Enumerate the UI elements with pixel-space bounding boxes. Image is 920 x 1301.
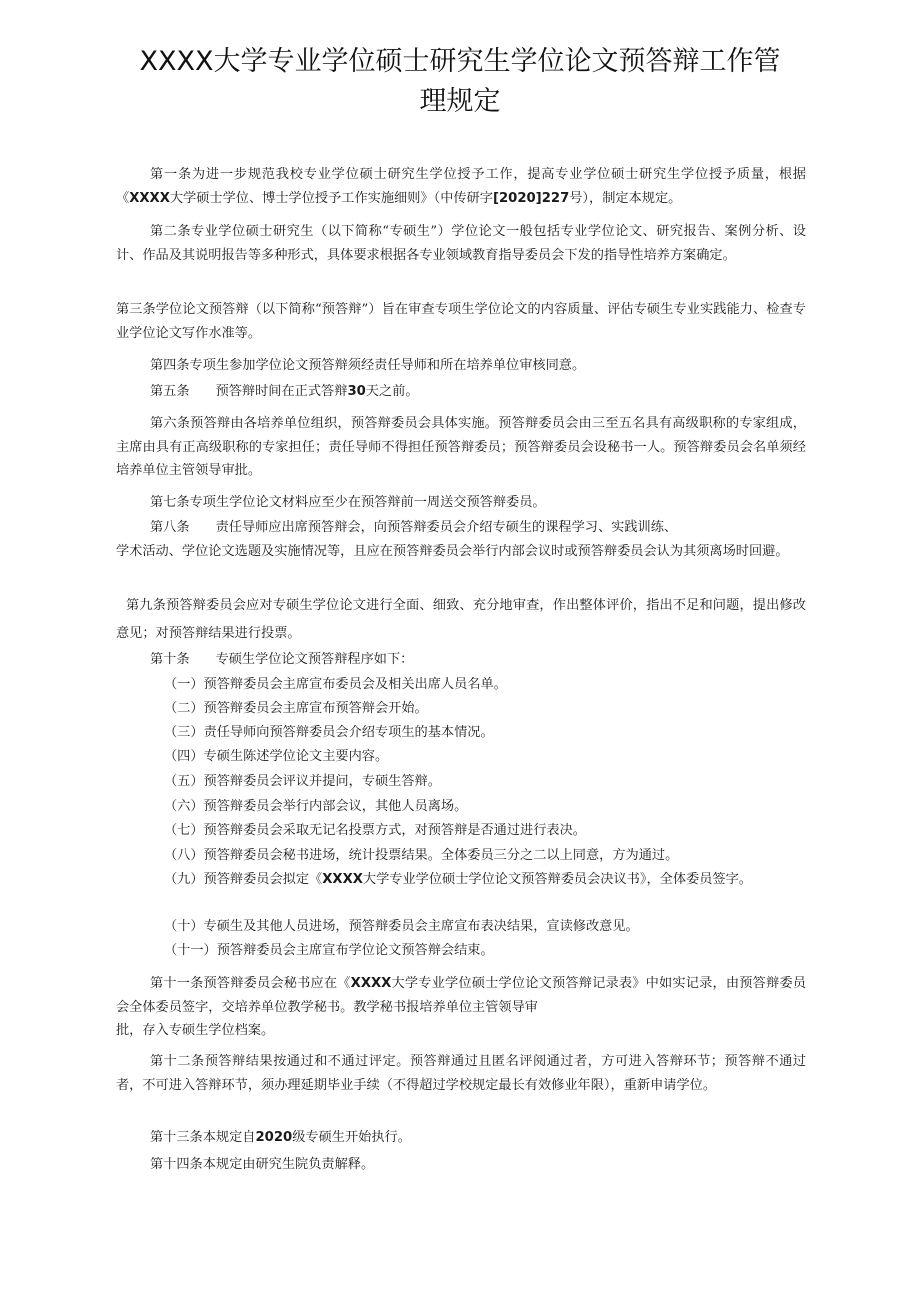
article-1-text-c: 号），制定本规定。 (569, 190, 682, 206)
article-8-line-1 (116, 516, 806, 540)
article-3: 第三条学位论文预答辩（以下简称“预答辩”）旨在审查专项生学位论文的内容质量、评估专硕生专业实践能力、检查专业学位论文写作水准等。 (116, 302, 806, 341)
procedure-step-5: （五）预答辩委员会评议并提问，专硕生答辩。 (164, 774, 441, 789)
article-5-label: 第五条 (150, 384, 190, 399)
article-1-text-a: 第一条为进一步规范我校专业学位硕士研究生学位授予工作，提高专业学位硕士研究生学位授予质量，根据《 (116, 167, 806, 206)
procedure-step-11: （十一）预答辩委员会主席宣布学位论文预答辩会结束。 (164, 943, 494, 958)
article-5-text-a: 预答辩时间在正式答辩 (215, 384, 348, 399)
article-5 (116, 380, 806, 404)
article-12: 第十二条预答辩结果按通过和不通过评定。预答辩通过且匿名评阅通过者，方可进入答辩环节；预答辩不通过者，不可进入答辩环节，须办理延期毕业手续（不得超过学校规定最长有效修业年限），重新申请学位。 (116, 1054, 806, 1093)
article-10 (116, 648, 806, 672)
article-7: 第七条专项生学位论文材料应至少在预答辩前一周送交预答辩委员。 (150, 495, 546, 510)
procedure-step-10: （十）专硕生及其他人员进场，预答辩委员会主席宣布表决结果，宣读修改意见。 (164, 919, 639, 934)
article-6: 第六条预答辩由各培养单位组织，预答辩委员会具体实施。预答辩委员会由三至五名具有高级职称的专家组成，主席由具有正高级职称的专家担任；责任导师不得担任预答辩委员；预答辩委员会设秘书一人。预答辩委员会名单须经培养单位主管领导审批。 (116, 416, 806, 478)
article-13-bold: 2020 (255, 1130, 293, 1145)
article-5-bold: 30 (347, 384, 366, 399)
article-11-text-a: 第十一条预答辩委员会秘书应在《 (150, 976, 351, 991)
article-1-bold-a: XXXX (129, 190, 170, 206)
procedure-step-4: （四）专硕生陈述学位论文主要内容。 (164, 749, 389, 764)
article-13-text-a: 第十三条本规定自 (150, 1130, 256, 1145)
procedure-step-2: （二）预答辩委员会主席宣布预答辩会开始。 (164, 701, 428, 716)
article-10-text: 专硕生学位论文预答辩程序如下： (215, 652, 414, 667)
title-line-2: 理规定 (419, 86, 501, 117)
article-8-text: 责任导师应出席预答辩会，向预答辩委员会介绍专硕生的课程学习、实践训练、 (215, 520, 678, 535)
title-line-1: XXXX大学专业学位硕士研究生学位论文预答辩工作管 (139, 46, 781, 77)
article-13 (116, 1126, 806, 1150)
procedure-step-3: （三）责任导师向预答辩委员会介绍专项生的基本情况。 (164, 725, 494, 740)
step-9-text-b: 大学专业学位硕士学位论文预答辩委员会决议书》，全体委员签字。 (362, 872, 752, 887)
article-9: 第九条预答辩委员会应对专硕生学位论文进行全面、细致、充分地审查，作出整体评价，指出不足和问题，提出修改意见；对预答辩结果进行投票。 (116, 598, 806, 641)
procedure-step-6: （六）预答辩委员会举行内部会议，其他人员离场。 (164, 799, 468, 814)
article-11 (116, 972, 806, 1019)
article-1 (116, 163, 806, 210)
article-1-bold-b: [2020]227 (492, 190, 570, 206)
article-8-label: 第八条 (150, 520, 190, 535)
procedure-step-1: （一）预答辩委员会主席宣布委员会及相关出席人员名单。 (164, 677, 507, 692)
step-9-bold: XXXX (322, 872, 363, 887)
page-title (100, 42, 820, 122)
article-4: 第四条专项生参加学位论文预答辩须经责任导师和所在培养单位审核同意。 (150, 358, 586, 373)
procedure-step-7: （七）预答辩委员会采取无记名投票方式，对预答辩是否通过进行表决。 (164, 823, 586, 838)
procedure-step-8: （八）预答辩委员会秘书进场，统计投票结果。全体委员三分之二以上同意，方为通过。 (164, 848, 679, 863)
article-11-bold: XXXX (350, 976, 392, 991)
article-13-text-b: 级专硕生开始执行。 (292, 1130, 411, 1145)
article-11-text-b: 大学专业学位硕士学位论文预答辩记录表》中如实记录，由预答辩委员会全体委员签字，交培养单位教学秘书。教学秘书报培养单位主管领导审 (116, 976, 807, 1015)
step-9-text-a: （九）预答辩委员会拟定《 (164, 872, 323, 887)
article-14: 第十四条本规定由研究生院负责解释。 (150, 1157, 375, 1172)
procedure-step-9 (116, 868, 806, 892)
article-5-text-b: 天之前。 (365, 384, 419, 399)
article-2: 第二条专业学位硕士研究生（以下简称“专硕生”）学位论文一般包括专业学位论文、研究报告、案例分析、设计、作品及其说明报告等多种形式，具体要求根据各专业领域教育指导委员会下发的指导性培养方案确定。 (116, 224, 806, 263)
article-10-label: 第十条 (150, 652, 190, 667)
article-11-line-3: 批，存入专硕生学位档案。 (116, 1023, 275, 1038)
article-8-rest: 学术活动、学位论文选题及实施情况等，且应在预答辩委员会举行内部会议时或预答辩委员会认为其须离场时回避。 (116, 544, 789, 559)
article-1-text-b: 大学硕士学位、博士学位授予工作实施细则》（中传研字 (169, 190, 493, 206)
